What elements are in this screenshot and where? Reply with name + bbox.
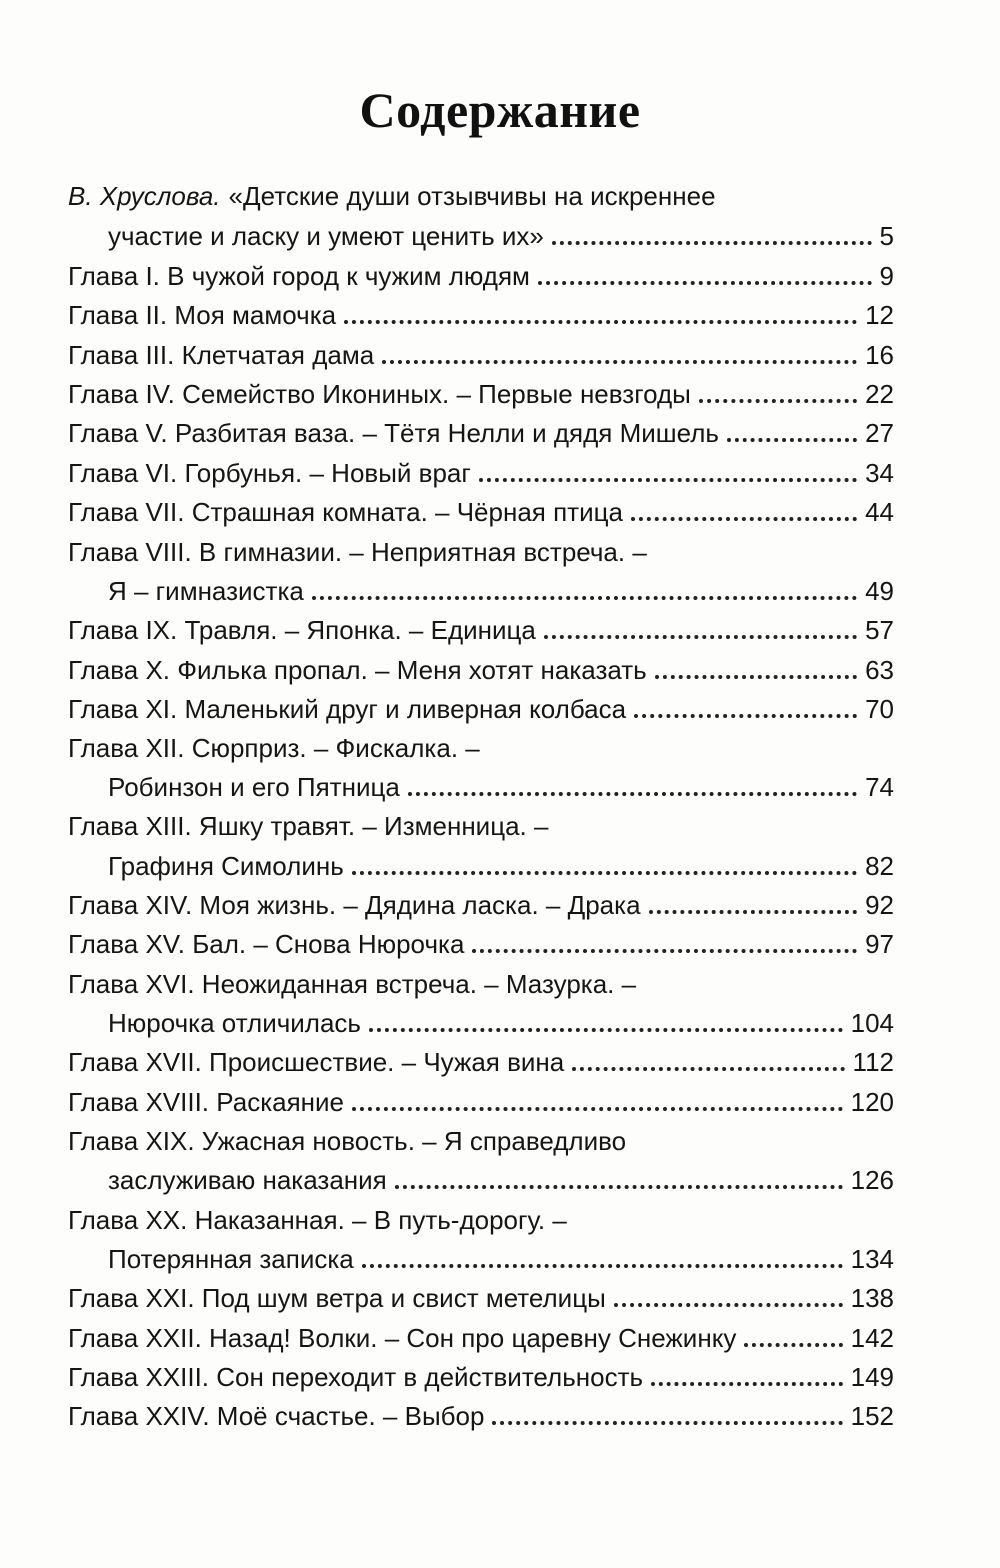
toc-entry-text: Глава IV. Семейство Икониных. – Первые невзгоды (68, 379, 691, 409)
toc-page-number: 138 (850, 1283, 894, 1313)
toc-leader-dots (744, 1343, 842, 1347)
toc-leader-dots (352, 1107, 843, 1111)
toc-leader-dots (395, 1185, 843, 1189)
toc-page-number: 49 (865, 576, 894, 606)
toc-leader-dots (479, 478, 857, 482)
toc-page-number: 152 (850, 1401, 894, 1431)
toc-leader-dots (572, 1067, 844, 1071)
toc-leader-dots (655, 675, 857, 679)
toc-entry-text: Я – гимназистка (108, 576, 304, 606)
toc-entry-text: Глава XV. Бал. – Снова Нюрочка (68, 929, 465, 959)
toc-leader-dots (552, 241, 872, 245)
toc-leader-dots (634, 714, 857, 718)
toc-page-number: 97 (865, 929, 894, 959)
toc-leader-dots (312, 596, 857, 600)
toc-entry-text: участие и ласку и умеют ценить их» (108, 221, 544, 251)
toc-entry (68, 685, 894, 725)
toc-entry-text: Глава XX. Наказанная. – В путь-дорогу. – (68, 1205, 567, 1235)
toc-author: В. Хруслова. (68, 181, 221, 211)
toc-leader-dots (408, 792, 857, 796)
toc-entry (68, 488, 894, 528)
toc-entry-text: Глава XXIII. Сон переходит в действительность (68, 1362, 644, 1392)
toc-entry-text: Глава XVII. Происшествие. – Чужая вина (68, 1047, 565, 1077)
toc-page-number: 5 (879, 221, 894, 251)
toc-entry (68, 606, 894, 646)
toc-entry (68, 1117, 894, 1157)
toc-entry-text: Глава XXIV. Моё счастье. – Выбор (68, 1401, 485, 1431)
toc-entry (108, 567, 894, 607)
toc-leader-dots (631, 517, 857, 521)
toc-entry-text: Глава VIII. В гимназии. – Неприятная встреча. – (68, 537, 647, 567)
toc-entry (68, 1314, 894, 1354)
toc-entry (68, 1038, 894, 1078)
toc-entry (68, 646, 894, 686)
toc-leader-dots (492, 1421, 842, 1425)
toc-leader-dots (352, 871, 857, 875)
page-title: Содержание (359, 82, 641, 138)
toc-page-number: 12 (865, 300, 894, 330)
toc-page-number: 104 (850, 1008, 894, 1038)
toc-entry-text: Глава XXII. Назад! Волки. – Сон про царевну Снежинку (68, 1323, 737, 1353)
toc-entry (108, 999, 894, 1039)
toc-leader-dots (344, 320, 857, 324)
toc-entry-text: Графиня Симолинь (108, 851, 344, 881)
toc-entry (68, 449, 894, 489)
toc-entry (68, 1353, 894, 1393)
toc-entry (68, 1196, 894, 1236)
toc-entry-text: Глава XVIII. Раскаяние (68, 1087, 345, 1117)
toc-page-number: 70 (865, 694, 894, 724)
toc-entry-text: Глава II. Моя мамочка (68, 300, 337, 330)
toc-page-number: 126 (850, 1165, 894, 1195)
toc-leader-dots (699, 399, 857, 403)
toc-entry (108, 1235, 894, 1275)
toc-entry (68, 409, 894, 449)
toc-page-number: 74 (865, 772, 894, 802)
toc-leader-dots (369, 1028, 843, 1032)
toc-entry-text: Глава I. В чужой город к чужим людям (68, 261, 530, 291)
toc-entry (68, 252, 894, 292)
toc-entry-text: Глава XVI. Неожиданная встреча. – Мазурка. – (68, 969, 637, 999)
toc-page-number: 149 (850, 1362, 894, 1392)
toc-page-number: 16 (865, 340, 894, 370)
toc-entry-text: Глава XIII. Яшку травят. – Изменница. – (68, 811, 549, 841)
toc-leader-dots (651, 1382, 843, 1386)
toc-entry (68, 724, 894, 764)
toc-page-number: 34 (865, 458, 894, 488)
toc-entry-text: Робинзон и его Пятница (108, 772, 400, 802)
toc-entry (68, 291, 894, 331)
toc-page-number: 57 (865, 615, 894, 645)
toc-entry-text: Глава XXI. Под шум ветра и свист метелицы (68, 1283, 606, 1313)
toc-entry (108, 763, 894, 803)
toc-page-number: 134 (850, 1244, 894, 1274)
toc-entry (68, 528, 894, 568)
toc-leader-dots (472, 949, 857, 953)
toc-entry (68, 1274, 894, 1314)
toc-entry-text: заслуживаю наказания (108, 1165, 387, 1195)
toc-entry (68, 370, 894, 410)
toc-leader-dots (382, 360, 857, 364)
toc-entry (68, 172, 894, 212)
toc-leader-dots (544, 635, 857, 639)
toc-leader-dots (649, 910, 858, 914)
toc-leader-dots (614, 1303, 843, 1307)
toc-entry-text: Глава V. Разбитая ваза. – Тётя Нелли и дядя Мишель (68, 418, 719, 448)
toc-entry (68, 881, 894, 921)
toc-entry (68, 331, 894, 371)
toc-page-number: 92 (865, 890, 894, 920)
toc-entry-text: Глава XIX. Ужасная новость. – Я справедливо (68, 1126, 627, 1156)
toc-entry-text: Потерянная записка (108, 1244, 354, 1274)
toc-entry (68, 1078, 894, 1118)
toc-entry (68, 802, 894, 842)
toc-entry (68, 920, 894, 960)
toc-page-number: 9 (879, 261, 894, 291)
toc-page-number: 22 (865, 379, 894, 409)
toc-entry-text: Глава III. Клетчатая дама (68, 340, 375, 370)
toc-page-number: 112 (852, 1047, 894, 1077)
toc-leader-dots (538, 281, 872, 285)
toc-entry (68, 1392, 894, 1432)
toc-leader-dots (727, 438, 857, 442)
toc-entry-text: «Детские души отзывчивы на искреннее (228, 181, 716, 211)
toc-page-number: 44 (865, 497, 894, 527)
toc-entry-text: Глава VI. Горбунья. – Новый враг (68, 458, 471, 488)
toc-entry-text: Глава VII. Страшная комната. – Чёрная птица (68, 497, 623, 527)
toc-entry-text: Глава IX. Травля. – Японка. – Единица (68, 615, 536, 645)
toc-entry (108, 212, 894, 252)
toc-entry-text: Глава XI. Маленький друг и ливерная колбаса (68, 694, 627, 724)
toc-page-number: 82 (865, 851, 894, 881)
toc-page-number: 142 (850, 1323, 894, 1353)
toc-leader-dots (362, 1264, 843, 1268)
toc-page-number: 27 (865, 418, 894, 448)
toc-entry-text: Глава XIV. Моя жизнь. – Дядина ласка. – Драка (68, 890, 641, 920)
toc-page-number: 63 (865, 655, 894, 685)
toc-entry (108, 842, 894, 882)
toc-entry (108, 1156, 894, 1196)
toc-entry-text: Нюрочка отличилась (108, 1008, 361, 1038)
toc-entry-text: Глава XII. Сюрприз. – Фискалка. – (68, 733, 480, 763)
toc-entry-text: Глава X. Филька пропал. – Меня хотят наказать (68, 655, 647, 685)
toc-entry (68, 960, 894, 1000)
toc-page-number: 120 (850, 1087, 894, 1117)
